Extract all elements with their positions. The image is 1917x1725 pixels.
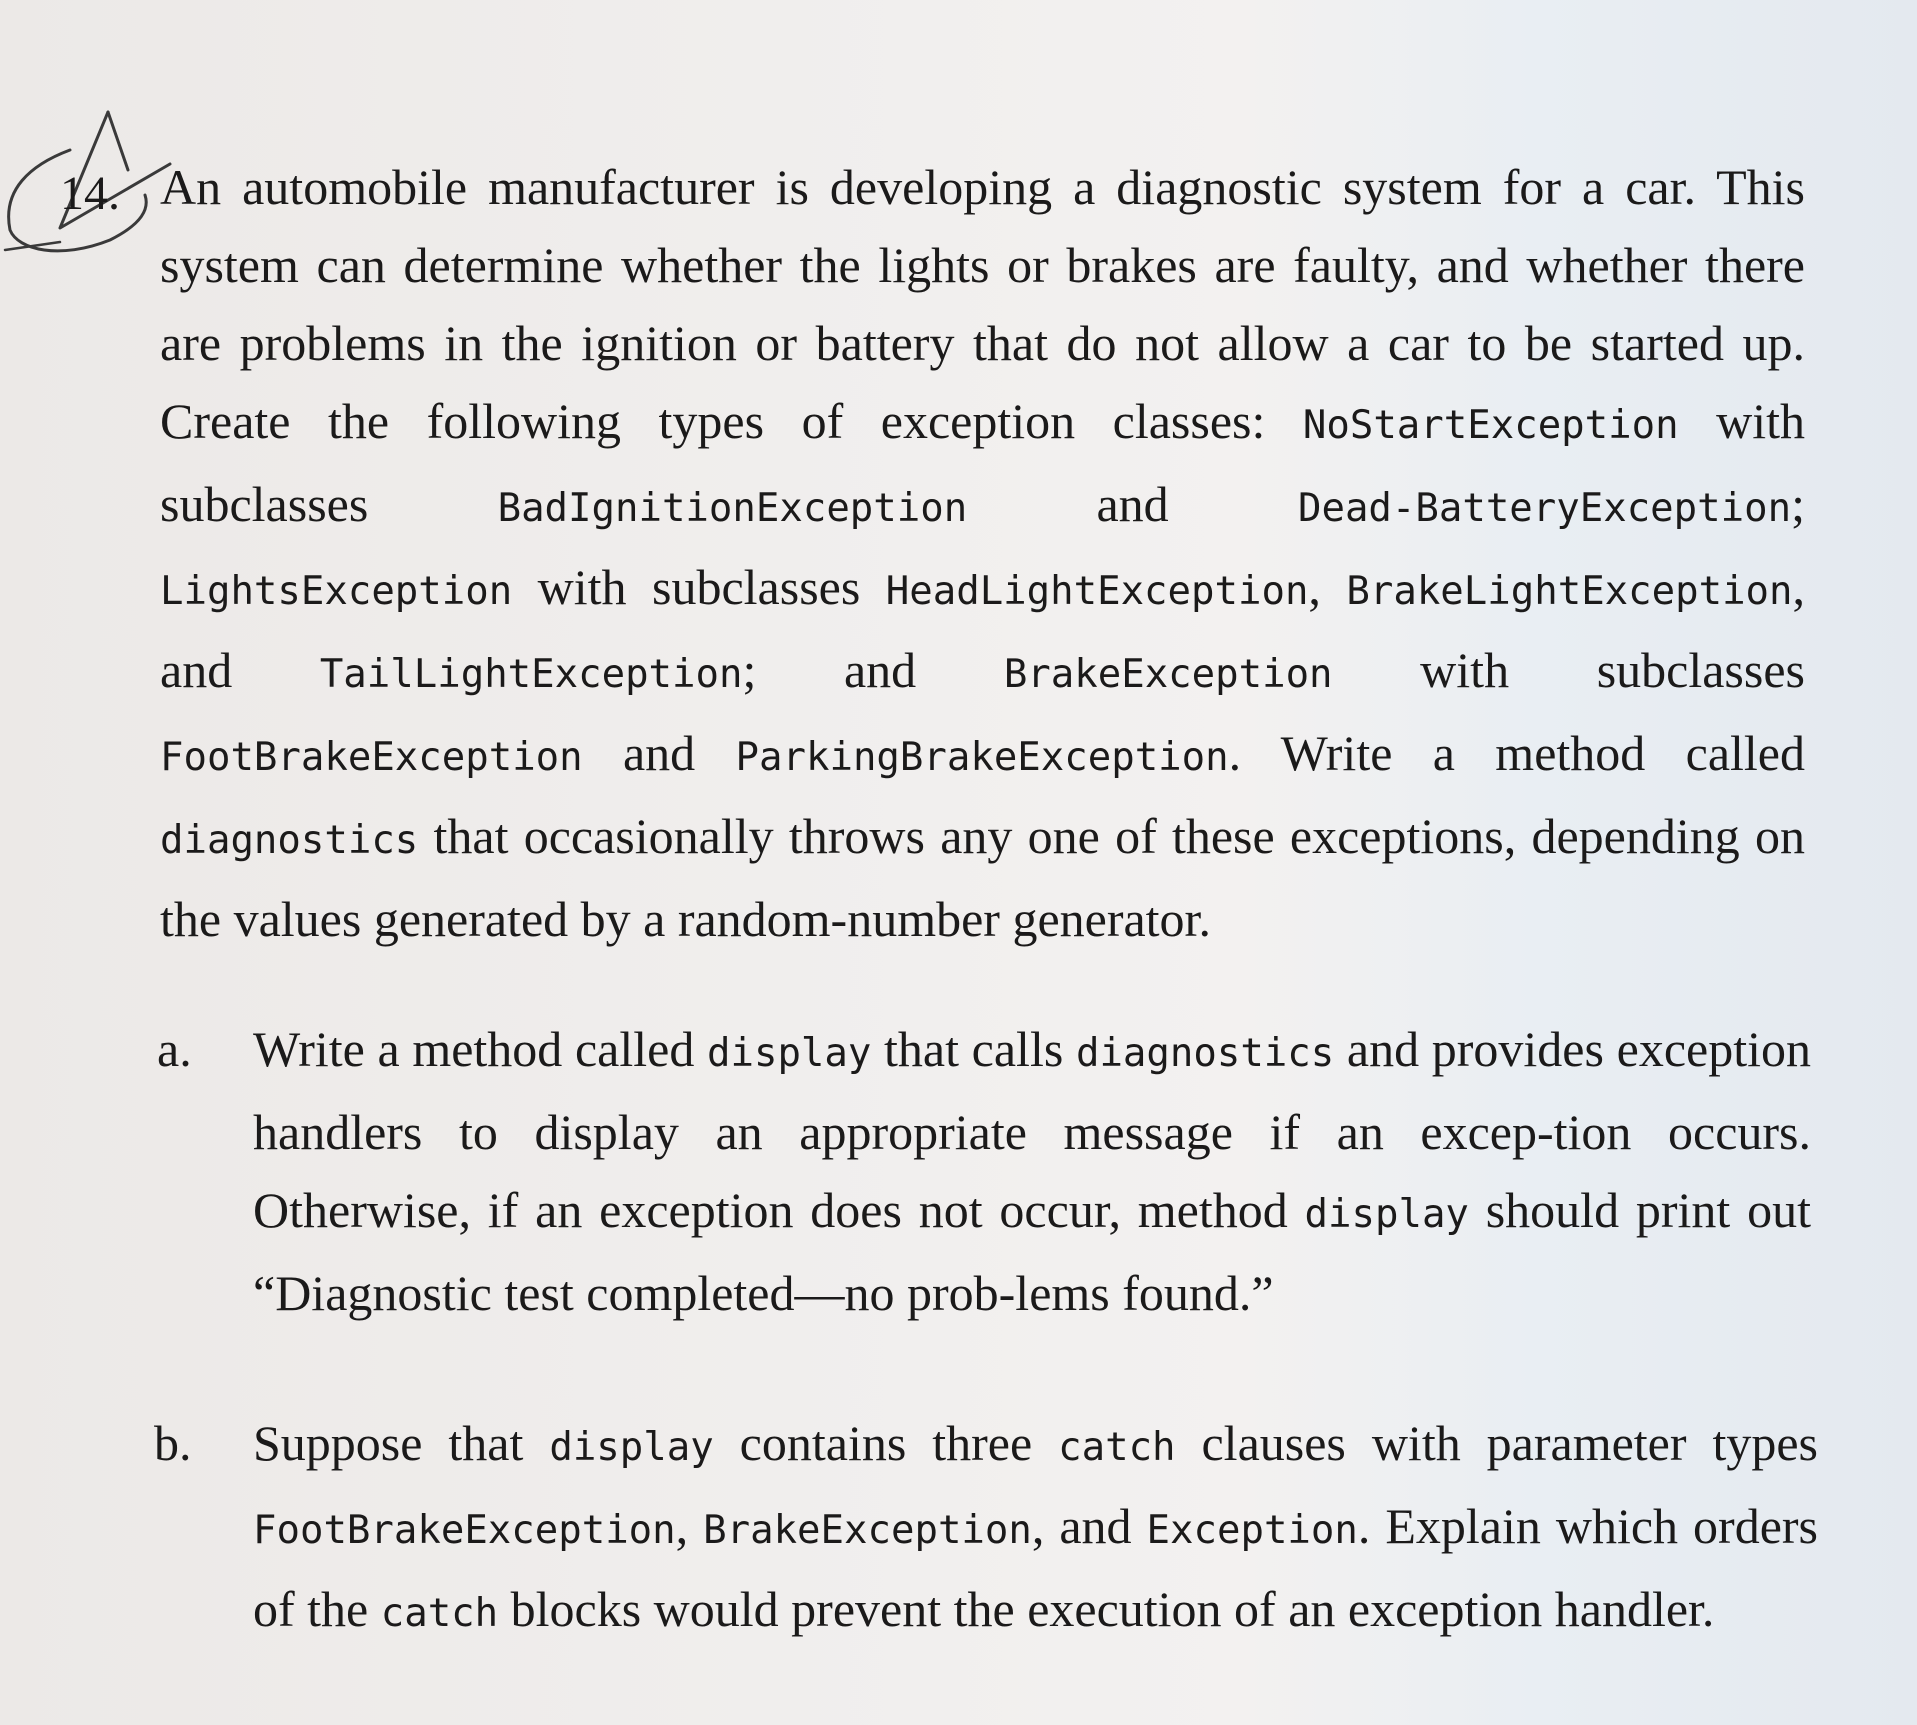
- subpart-b-text: [253, 1404, 1818, 1653]
- subpart-b-label: b.: [154, 1415, 192, 1471]
- code-class-name: NoStartException: [1302, 403, 1679, 448]
- subpart-text: , and: [1031, 1498, 1147, 1554]
- problem-text: ,: [1308, 559, 1347, 615]
- problem-text: An automobile manufacturer is developing a diagnostic system for a car. This system can determine whether the lights or brakes are faulty, and whether there are problems in the ignition or battery that do not allow a car to be started up. Create the following types of exception classes:: [160, 159, 1805, 449]
- problem-text: . Write a method called: [1228, 725, 1805, 781]
- code-method-name: display: [549, 1425, 714, 1470]
- code-keyword: catch: [1058, 1425, 1176, 1470]
- code-class-name: FootBrakeException: [253, 1508, 676, 1553]
- code-class-name: BadIgnitionException: [497, 486, 968, 531]
- subpart-text: Suppose that: [253, 1415, 550, 1471]
- problem-text: , and: [160, 559, 1806, 698]
- problem-text: and: [582, 725, 736, 781]
- code-class-name: BrakeLightException: [1346, 569, 1793, 614]
- code-method-name: diagnostics: [1075, 1031, 1335, 1076]
- subpart-text: should print out “Diagnostic test completed—no prob-lems found.”: [253, 1182, 1811, 1321]
- code-method-name: diagnostics: [160, 818, 419, 863]
- problem-text: ; and: [742, 642, 1004, 698]
- subpart-text: clauses with parameter types: [1175, 1415, 1819, 1471]
- subpart-text: that calls: [871, 1021, 1076, 1077]
- code-class-name: BrakeException: [1003, 652, 1333, 697]
- subpart-text: and provides exception handlers to display an appropriate message if an excep-tion occurs. Otherwise, if an exception does not occur, method: [253, 1021, 1811, 1238]
- problem-text: that occasionally throws any one of these exceptions, depending on the values generated by a random-number generator.: [160, 808, 1805, 947]
- problem-text: and: [967, 476, 1298, 532]
- code-class-name: Exception: [1146, 1508, 1358, 1553]
- subpart-text: Write a method called: [253, 1021, 707, 1077]
- code-method-name: display: [707, 1031, 872, 1076]
- problem-statement: [160, 148, 1805, 958]
- code-class-name: LightsException: [160, 569, 513, 614]
- subpart-text: ,: [675, 1498, 704, 1554]
- code-class-name: HeadLightException: [885, 569, 1309, 614]
- code-class-name: TailLightException: [319, 652, 743, 697]
- code-keyword: catch: [380, 1591, 499, 1636]
- subpart-a-text: [253, 1010, 1811, 1332]
- code-method-name: display: [1304, 1192, 1469, 1237]
- problem-text: ;: [1791, 476, 1805, 532]
- code-class-name: ParkingBrakeException: [735, 735, 1229, 780]
- problem-text: with subclasses: [160, 393, 1805, 532]
- subpart-text: contains three: [713, 1415, 1059, 1471]
- code-class-name: FootBrakeException: [160, 735, 583, 780]
- subpart-a-label: a.: [157, 1021, 192, 1077]
- problem-text: with subclasses: [512, 559, 886, 615]
- problem-text: with subclasses: [1332, 642, 1805, 698]
- subpart-text: blocks would prevent the execution of an exception handler.: [498, 1581, 1715, 1637]
- problem-number: 14.: [60, 167, 120, 220]
- subpart-text: . Explain which orders of the: [253, 1498, 1818, 1637]
- code-class-name: Dead-BatteryException: [1297, 486, 1792, 531]
- code-class-name: BrakeException: [703, 1508, 1032, 1553]
